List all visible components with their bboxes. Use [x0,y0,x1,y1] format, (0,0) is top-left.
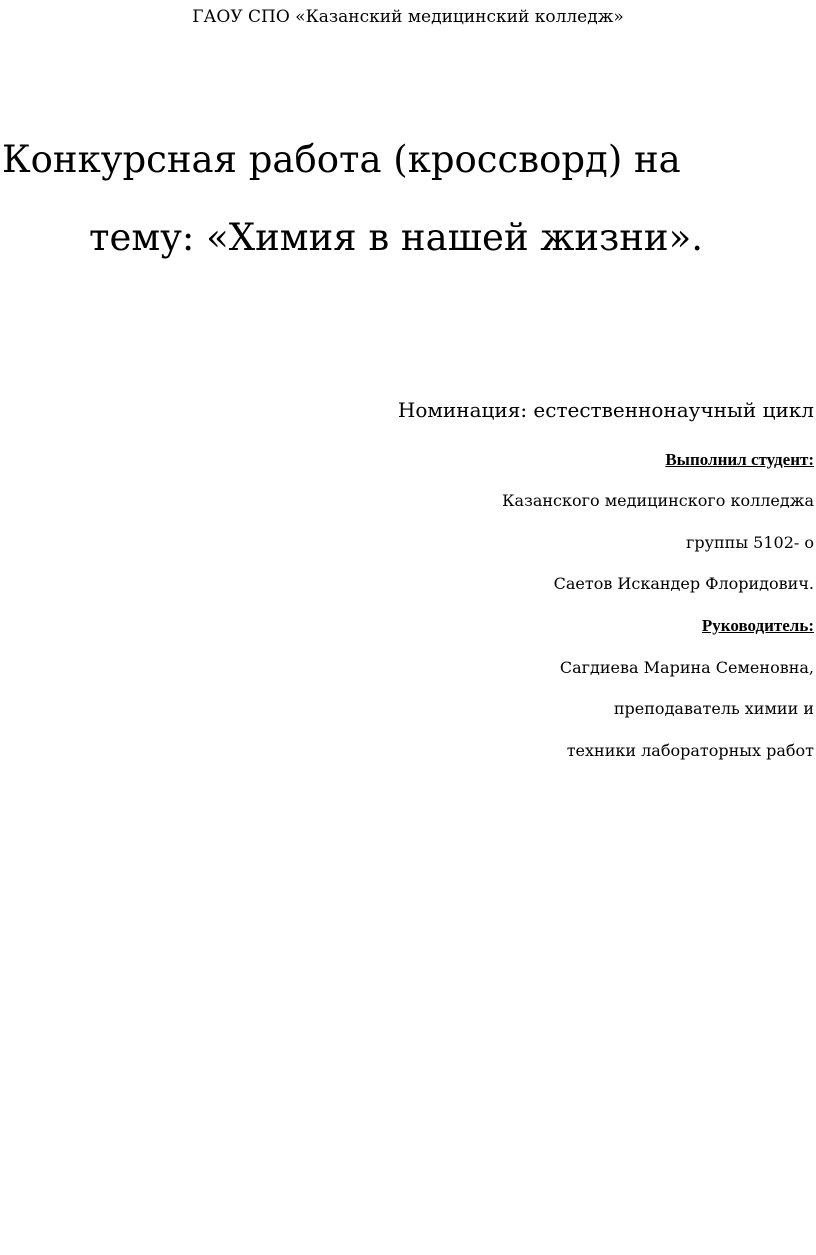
page-title-line-2: тему: «Химия в нашей жизни». [89,216,703,259]
supervisor-role-line-2: техники лабораторных работ [566,741,814,760]
author-group: группы 5102- о [685,533,814,552]
supervisor-name: Сагдиева Марина Семеновна, [559,658,814,677]
nomination: Номинация: естественнонаучный цикл [397,398,814,422]
author-college: Казанского медицинского колледжа [502,491,814,510]
supervisor-label: Руководитель: [701,616,814,635]
institution-name: ГАОУ СПО «Казанский медицинский колледж» [192,7,624,27]
page-title-line-1: Конкурсная работа (кроссворд) на [2,138,681,181]
supervisor-role-line-1: преподаватель химии и [613,699,814,718]
author-label: Выполнил студент: [665,450,814,469]
author-name: Саетов Искандер Флоридович. [553,574,814,593]
